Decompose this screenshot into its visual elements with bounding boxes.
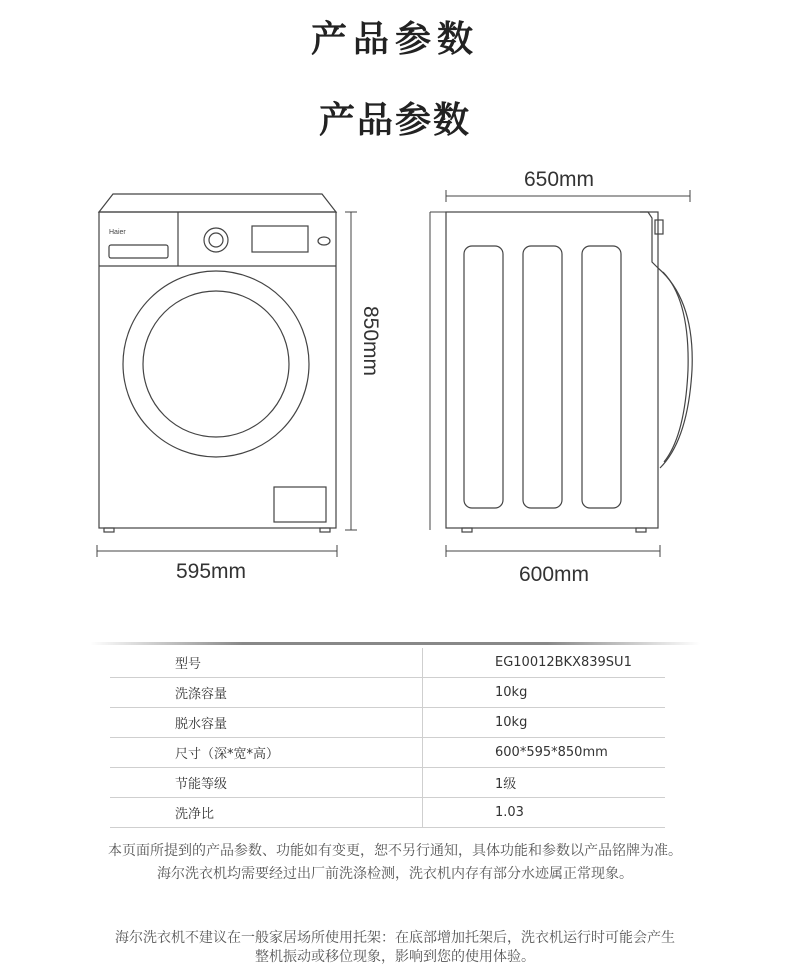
spec-label: 脱水容量: [110, 708, 423, 738]
disclaimer-line-1: 本页面所提到的产品参数、功能如有变更，恕不另行通知，具体功能和参数以产品铭牌为准。: [108, 843, 682, 859]
front-view-drawing: [99, 194, 336, 532]
bracket-warning-line-1: 海尔洗衣机不建议在一般家居场所使用托架：在底部增加托架后，洗衣机运行时可能会产生: [115, 930, 675, 946]
dimension-lines: [97, 190, 690, 557]
spec-value: 10kg: [423, 708, 666, 738]
table-row: [110, 648, 665, 678]
side-view-drawing: [446, 212, 692, 532]
table-row: [110, 678, 665, 708]
side-depth-top-label: 650mm: [524, 168, 595, 191]
spec-label: 型号: [110, 648, 423, 678]
spec-label: 洗净比: [110, 798, 423, 828]
table-row: [110, 798, 665, 828]
table-row: [110, 708, 665, 738]
side-depth-bottom-label: 600mm: [519, 563, 590, 586]
front-width-label: 595mm: [176, 560, 247, 583]
cut-off-title: 产品参数: [310, 19, 479, 60]
spec-label: 尺寸（深*宽*高）: [110, 738, 423, 768]
table-row: [110, 738, 665, 768]
spec-table: [110, 648, 665, 828]
table-row: [110, 768, 665, 798]
spec-label: 节能等级: [110, 768, 423, 798]
brand-logo: Haier: [109, 229, 126, 236]
spec-label: 洗涤容量: [110, 678, 423, 708]
height-label: 850mm: [359, 306, 382, 377]
spec-value: 1.03: [423, 798, 666, 828]
bracket-warning-line-2: 整机振动或移位现象，影响到您的使用体验。: [255, 949, 535, 965]
spec-value: 600*595*850mm: [423, 738, 666, 768]
spec-value: 10kg: [423, 678, 666, 708]
spec-value: EG10012BKX839SU1: [423, 648, 666, 678]
spec-value: 1级: [423, 768, 666, 798]
page-title: 产品参数: [318, 100, 471, 141]
disclaimer-line-2: 海尔洗衣机均需要经过出厂前洗涤检测，洗衣机内存有部分水迹属正常现象。: [157, 866, 633, 882]
section-divider: [90, 642, 700, 645]
